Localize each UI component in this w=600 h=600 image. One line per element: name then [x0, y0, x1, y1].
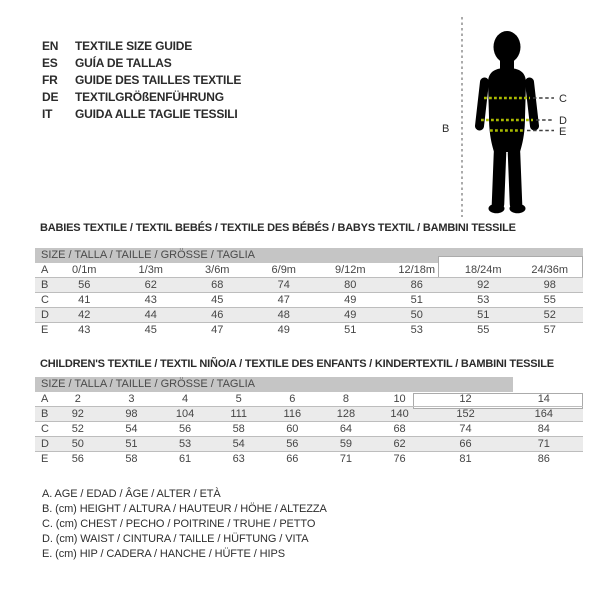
- table-content: [35, 377, 583, 467]
- table-cell: 164: [534, 408, 553, 420]
- table-cell: 51: [477, 309, 490, 321]
- table-cell: 12: [459, 393, 472, 405]
- table-cell: 104: [175, 408, 195, 420]
- table-row-c: [35, 422, 583, 437]
- lang-row-es: [42, 55, 241, 72]
- table-cell: 45: [211, 294, 224, 306]
- table-row-d: [35, 437, 583, 452]
- language-title-list: [42, 38, 241, 123]
- table-cell: 41: [78, 294, 91, 306]
- table-cell: 0/1m: [72, 264, 97, 276]
- table-cell: 4: [182, 393, 189, 405]
- lang-code: DE: [42, 90, 59, 104]
- row-label: D: [41, 438, 49, 450]
- table-cell: 10: [393, 393, 406, 405]
- children-size-table: [35, 377, 583, 467]
- table-cell: 52: [71, 423, 84, 435]
- table-cell: 56: [78, 279, 91, 291]
- table-cell: 51: [125, 438, 138, 450]
- table-cell: 5: [235, 393, 242, 405]
- table-cell: 6: [289, 393, 296, 405]
- table-cell: 18/24m: [464, 264, 502, 276]
- table-cell: 1/3m: [138, 264, 163, 276]
- lang-row-de: [42, 89, 241, 106]
- table-cell: 55: [477, 324, 490, 336]
- lang-label: TEXTILGRÖßENFÜHRUNG: [75, 90, 224, 104]
- hip-label: E: [559, 126, 567, 138]
- table-cell: 49: [277, 324, 290, 336]
- table-cell: 76: [393, 453, 406, 465]
- row-label: A: [41, 264, 49, 276]
- table-cell: 92: [71, 408, 84, 420]
- table-cell: 74: [277, 279, 290, 291]
- table-cell: 53: [410, 324, 423, 336]
- table-rows: [35, 263, 583, 338]
- table-cell: 62: [393, 438, 406, 450]
- row-label: D: [41, 309, 49, 321]
- table-cell: 52: [543, 309, 556, 321]
- table-cell: 50: [71, 438, 84, 450]
- table-cell: 51: [410, 294, 423, 306]
- table-cell: 92: [477, 279, 490, 291]
- legend-line-height: B. (cm) HEIGHT / ALTURA / HAUTEUR / HÖHE / ALTEZZA: [42, 503, 327, 515]
- table-cell: 57: [543, 324, 556, 336]
- table-cell: 43: [144, 294, 157, 306]
- babies-section-title: BABIES TEXTILE / TEXTIL BEBÉS / TEXTILE DES BÉBÉS / BABYS TEXTIL / BAMBINI TESSILE: [40, 222, 516, 234]
- table-cell: 56: [71, 453, 84, 465]
- table-cell: 54: [232, 438, 245, 450]
- table-cell: 61: [178, 453, 192, 465]
- lang-row-fr: [42, 72, 241, 89]
- table-cell: 54: [125, 423, 138, 435]
- waist-label: D: [559, 115, 567, 127]
- table-cell: 49: [344, 309, 357, 321]
- table-cell: 50: [410, 309, 423, 321]
- table-cell: 66: [286, 453, 299, 465]
- table-cell: 55: [543, 294, 556, 306]
- table-cell: 98: [543, 279, 556, 291]
- legend-line-age: A. AGE / EDAD / ÂGE / ALTER / ETÀ: [42, 488, 221, 500]
- table-cell: 8: [342, 393, 349, 405]
- table-cell: 66: [459, 438, 472, 450]
- legend-line-hip: E. (cm) HIP / CADERA / HANCHE / HÜFTE / HIPS: [42, 548, 285, 560]
- lang-code: IT: [42, 107, 53, 121]
- row-label: E: [41, 324, 49, 336]
- row-label: A: [41, 393, 49, 405]
- table-cell: 9/12m: [334, 264, 366, 276]
- legend-line-waist: D. (cm) WAIST / CINTURA / TAILLE / HÜFTUNG / VITA: [42, 533, 309, 545]
- table-cell: 60: [286, 423, 299, 435]
- table-cell: 71: [537, 438, 550, 450]
- lang-label: GUÍA DE TALLAS: [75, 56, 172, 70]
- table-cell: 12/18m: [398, 264, 436, 276]
- lang-row-it: [42, 106, 241, 123]
- table-row-b: [35, 407, 583, 422]
- table-cell: 48: [277, 309, 290, 321]
- table-cell: 58: [125, 453, 138, 465]
- table-row-a: [35, 392, 583, 407]
- table-cell: 68: [393, 423, 406, 435]
- lang-label: GUIDA ALLE TAGLIE TESSILI: [75, 107, 238, 121]
- table-cell: 152: [456, 408, 475, 420]
- table-cell: 53: [178, 438, 192, 450]
- table-cell: 59: [339, 438, 353, 450]
- children-section-title: CHILDREN'S TEXTILE / TEXTIL NIÑO/A / TEXTILE DES ENFANTS / KINDERTEXTIL / BAMBINI TESSILE: [40, 358, 554, 370]
- table-cell: 3/6m: [205, 264, 230, 276]
- table-cell: 128: [336, 408, 356, 420]
- row-label: B: [41, 279, 49, 291]
- table-cell: 62: [144, 279, 157, 291]
- babies-size-table: [35, 248, 583, 338]
- table-cell: 43: [78, 324, 91, 336]
- table-cell: 68: [211, 279, 224, 291]
- lang-code: EN: [42, 39, 59, 53]
- table-cell: 56: [178, 423, 192, 435]
- table-cell: 111: [230, 408, 248, 420]
- lang-row-en: [42, 38, 241, 55]
- table-cell: 74: [459, 423, 472, 435]
- table-cell: 116: [283, 408, 302, 420]
- legend-line-chest: C. (cm) CHEST / PECHO / POITRINE / TRUHE / PETTO: [42, 518, 316, 530]
- table-cell: 64: [339, 423, 353, 435]
- height-label: B: [442, 123, 450, 135]
- row-label: C: [41, 294, 49, 306]
- table-cell: 14: [537, 393, 550, 405]
- table-cell: 3: [128, 393, 135, 405]
- table-cell: 47: [277, 294, 290, 306]
- table-cell: 98: [125, 408, 138, 420]
- measurement-legend: [42, 487, 327, 562]
- table-cell: 81: [459, 453, 472, 465]
- lang-code: FR: [42, 73, 58, 87]
- chest-label: C: [559, 93, 567, 105]
- table-cell: 86: [410, 279, 423, 291]
- table-cell: 140: [390, 408, 409, 420]
- table-cell: 2: [74, 393, 81, 405]
- table-cell: 56: [286, 438, 299, 450]
- table-cell: 53: [477, 294, 490, 306]
- table-row-d: [35, 308, 583, 323]
- table-cell: 44: [144, 309, 157, 321]
- table-cell: 51: [344, 324, 357, 336]
- lang-label: GUIDE DES TAILLES TEXTILE: [75, 73, 242, 87]
- table-cell: 47: [211, 324, 224, 336]
- table-cell: 86: [537, 453, 550, 465]
- row-label: B: [41, 408, 49, 420]
- row-label: E: [41, 453, 49, 465]
- table-row-c: [35, 293, 583, 308]
- table-header-label: SIZE / TALLA / TAILLE / GRÖSSE / TAGLIA: [41, 378, 255, 390]
- table-cell: 71: [339, 453, 353, 465]
- table-row-e: [35, 323, 583, 338]
- child-figure-diagram: [420, 5, 600, 225]
- table-cell: 46: [211, 309, 224, 321]
- table-cell: 80: [344, 279, 357, 291]
- table-cell: 63: [232, 453, 245, 465]
- table-cell: 24/36m: [531, 264, 569, 276]
- table-header-label: SIZE / TALLA / TAILLE / GRÖSSE / TAGLIA: [41, 249, 255, 261]
- table-cell: 6/9m: [271, 264, 296, 276]
- table-row-e: [35, 452, 583, 467]
- table-cell: 42: [78, 309, 91, 321]
- table-content: [35, 248, 583, 338]
- lang-label: TEXTILE SIZE GUIDE: [75, 39, 193, 53]
- table-cell: 45: [144, 324, 157, 336]
- table-row-b: [35, 278, 583, 293]
- lang-code: ES: [42, 56, 58, 70]
- table-cell: 84: [537, 423, 550, 435]
- table-cell: 49: [344, 294, 357, 306]
- table-cell: 58: [232, 423, 245, 435]
- table-row-a: [35, 263, 583, 278]
- row-label: C: [41, 423, 49, 435]
- table-rows: [35, 392, 583, 467]
